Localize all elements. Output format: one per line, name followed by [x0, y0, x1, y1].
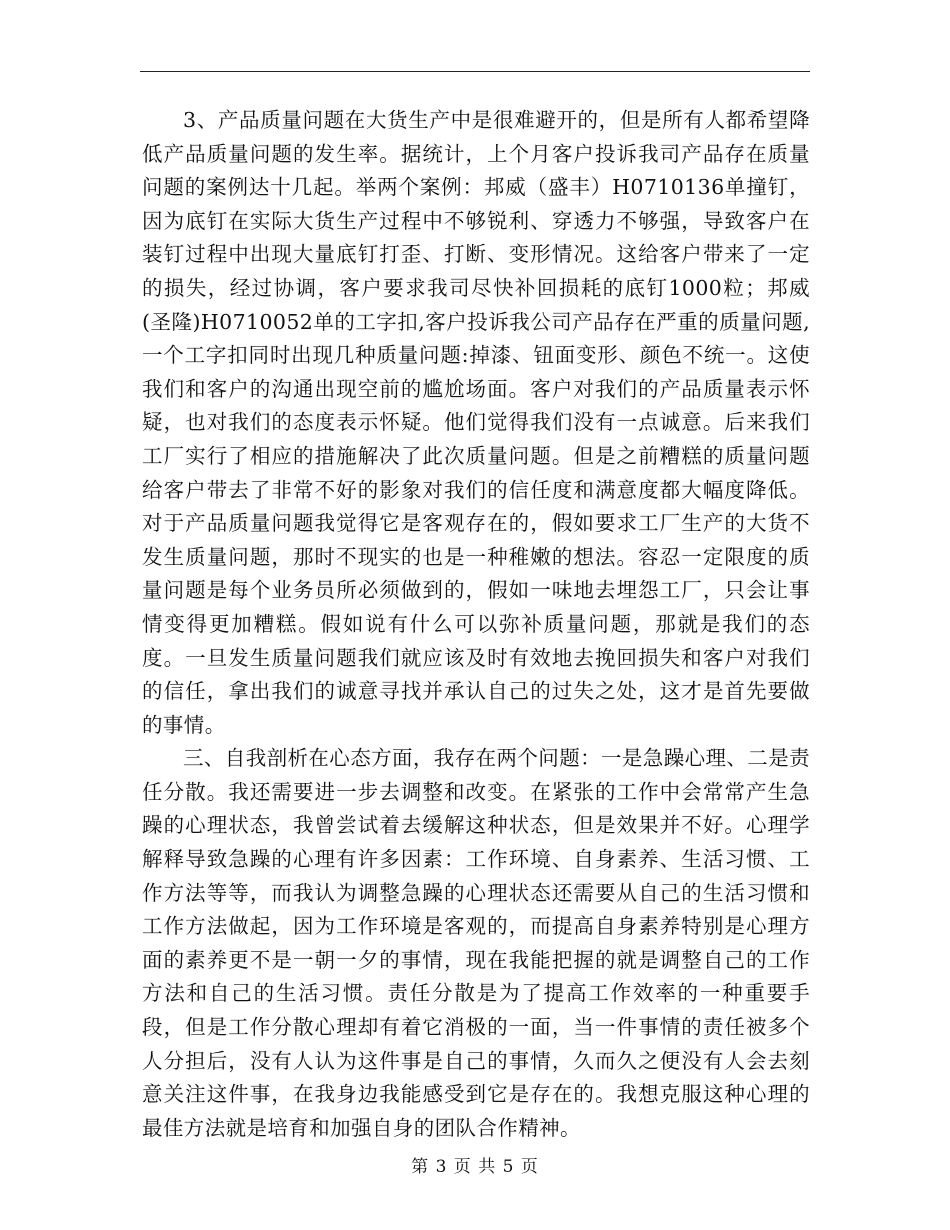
document-body	[142, 104, 810, 1145]
header-rule	[140, 71, 810, 72]
page-number-footer: 第 3 页 共 5 页	[411, 1157, 539, 1177]
paragraph-quality-issues: 3、产品质量问题在大货生产中是很难避开的，但是所有人都希望降低产品质量问题的发生率。据统计，上个月客户投诉我司产品存在质量问题的案例达十几起。举两个案例：邦威（盛丰）H0710136单撞钉，因为底钉在实际大货生产过程中不够锐利、穿透力不够强，导致客户在装钉过程中出现大量底钉打歪、打断、变形情况。这给客户带来了一定的损失，经过协调，客户要求我司尽快补回损耗的底钉1000粒；邦威(圣隆)H0710052单的工字扣,客户投诉我公司产品存在严重的质量问题,一个工字扣同时出现几种质量问题:掉漆、钮面变形、颜色不统一。这使我们和客户的沟通出现空前的尴尬场面。客户对我们的产品质量表示怀疑，也对我们的态度表示怀疑。他们觉得我们没有一点诚意。后来我们工厂实行了相应的措施解决了此次质量问题。但是之前糟糕的质量问题给客户带去了非常不好的影象对我们的信任度和满意度都大幅度降低。对于产品质量问题我觉得它是客观存在的，假如要求工厂生产的大货不发生质量问题，那时不现实的也是一种稚嫩的想法。容忍一定限度的质量问题是每个业务员所必须做到的，假如一味地去埋怨工厂，只会让事情变得更加糟糕。假如说有什么可以弥补质量问题，那就是我们的态度。一旦发生质量问题我们就应该及时有效地去挽回损失和客户对我们的信任，拿出我们的诚意寻找并承认自己的过失之处，这才是首先要做的事情。	[142, 108, 810, 737]
paragraph-self-analysis: 三、自我剖析在心态方面，我存在两个问题：一是急躁心理、二是责任分散。我还需要进一步去调整和改变。在紧张的工作中会常常产生急躁的心理状态，我曾尝试着去缓解这种状态，但是效果并不好。心理学解释导致急躁的心理有许多因素：工作环境、自身素养、生活习惯、工作方法等等，而我认为调整急躁的心理状态还需要从自己的生活习惯和工作方法做起，因为工作环境是客观的，而提高自身素养特别是心理方面的素养更不是一朝一夕的事情，现在我能把握的就是调整自己的工作方法和自己的生活习惯。责任分散是为了提高工作效率的一种重要手段，但是工作分散心理却有着它消极的一面，当一件事情的责任被多个人分担后，没有人认为这件事是自己的事情，久而久之便没有人会去刻意关注这件事，在我身边我能感受到它是存在的。我想克服这种心理的最佳方法就是培育和加强自身的团队合作精神。	[142, 746, 810, 1140]
